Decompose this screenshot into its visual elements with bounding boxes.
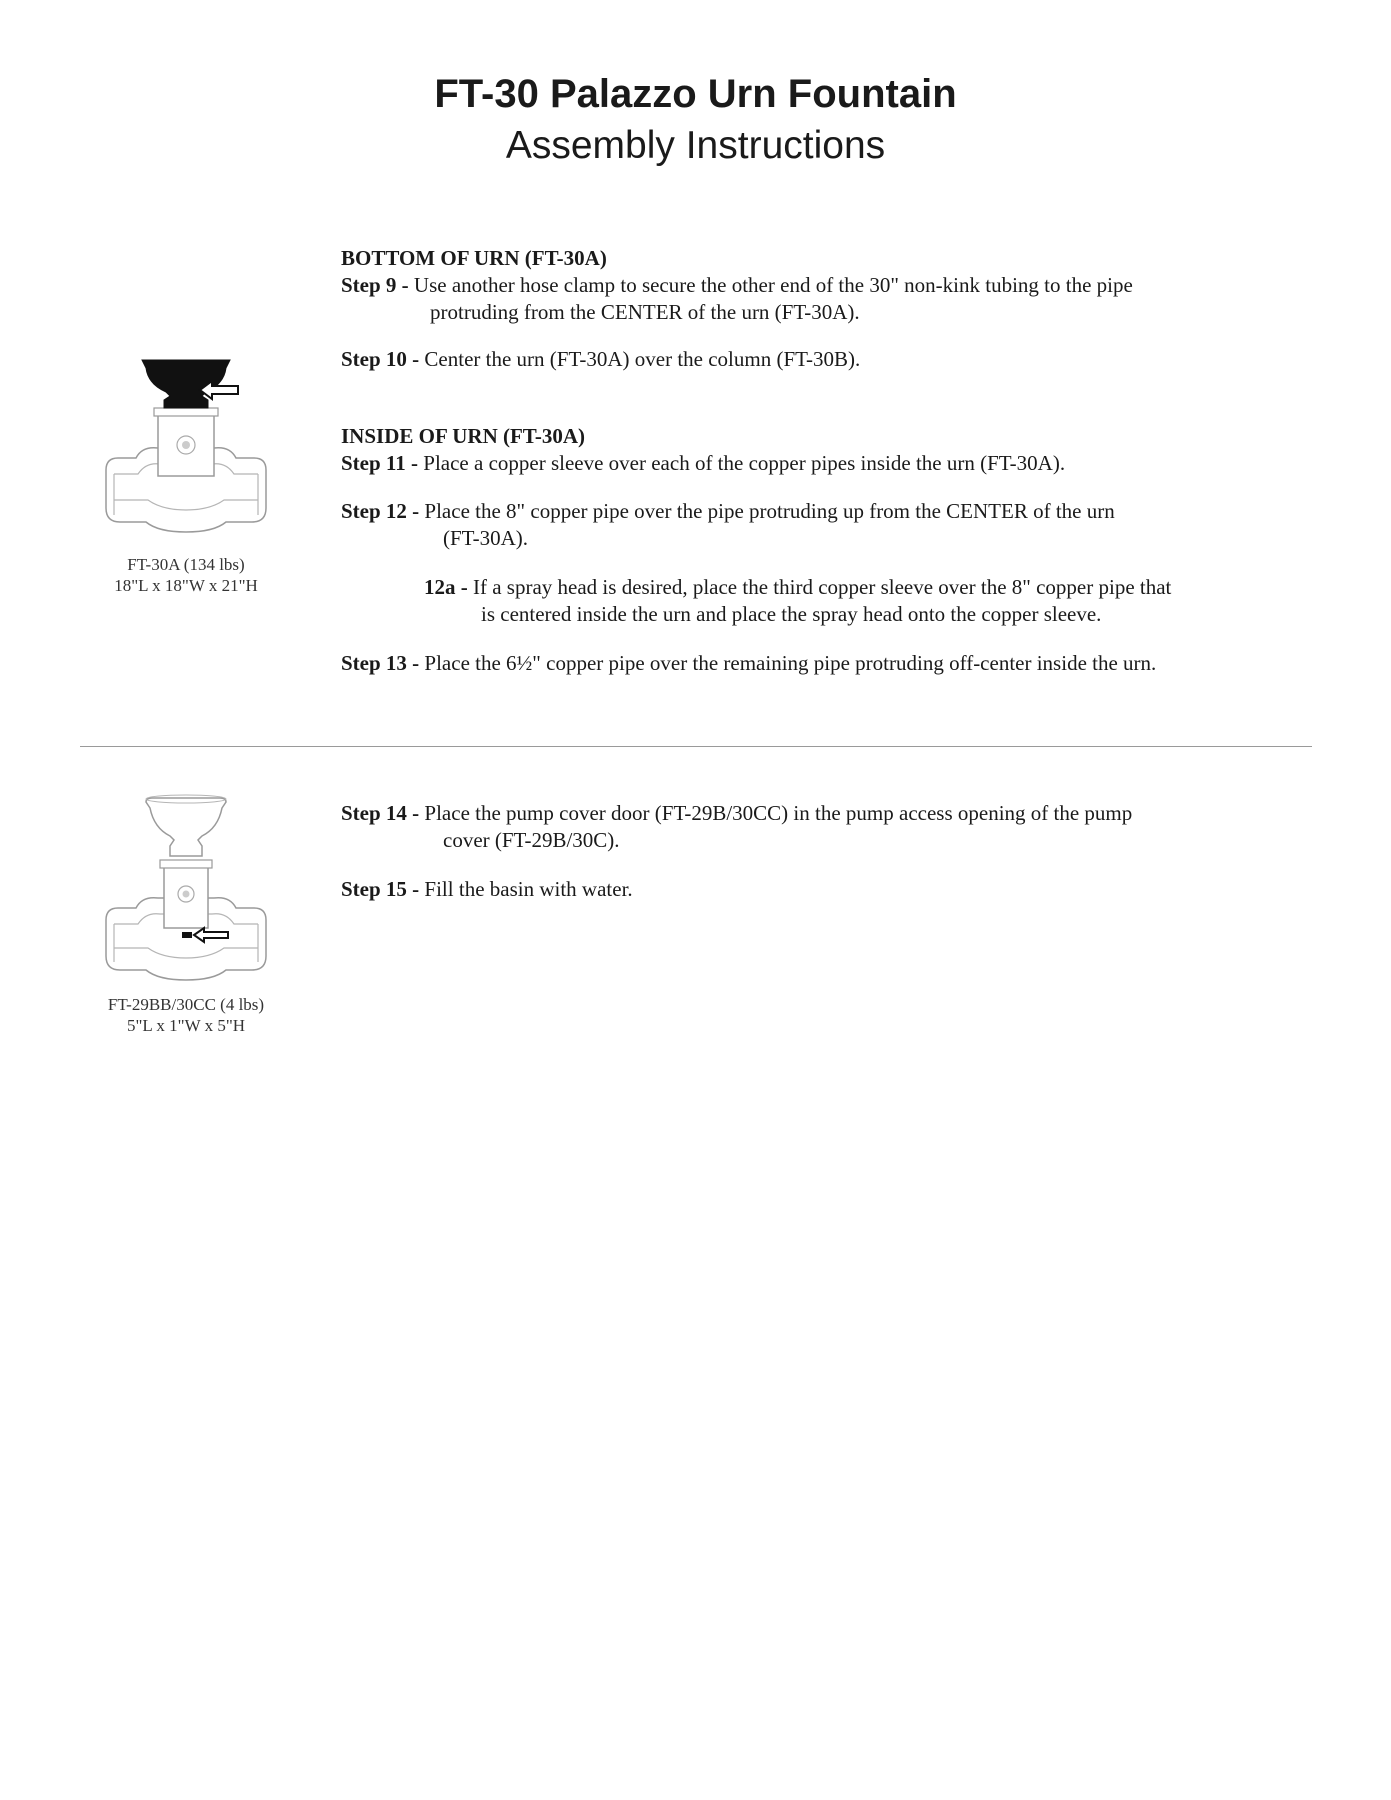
step-12a — [424, 574, 1324, 628]
step-label: Step 14 - — [341, 801, 420, 825]
step-text: Fill the basin with water. — [424, 877, 633, 901]
step-9 — [341, 272, 1301, 326]
step-label: 12a - — [424, 575, 468, 599]
step-label: Step 13 - — [341, 651, 420, 675]
step-text: Place the pump cover door (FT-29B/30CC) in the pump access opening of the pump — [424, 801, 1133, 825]
step-label: Step 10 - — [341, 347, 420, 371]
step-text-continued: is centered inside the urn and place the spray head onto the copper sleeve. — [481, 602, 1102, 626]
figure-part-weight: FT-29BB/30CC (4 lbs) — [107, 995, 265, 1014]
figure-part-dimensions: 18"L x 18"W x 21"H — [114, 576, 258, 595]
page-subtitle: Assembly Instructions — [505, 124, 886, 167]
step-11 — [341, 450, 1301, 477]
step-text: Center the urn (FT-30A) over the column (FT-30B). — [424, 347, 861, 371]
step-text: Use another hose clamp to secure the other end of the 30" non-kink tubing to the pipe — [413, 273, 1133, 297]
step-text: Place a copper sleeve over each of the copper pipes inside the urn (FT-30A). — [423, 451, 1066, 475]
step-text: Place the 8" copper pipe over the pipe protruding up from the CENTER of the urn — [424, 499, 1115, 523]
figure-part-dimensions: 5"L x 1"W x 5"H — [126, 1016, 246, 1035]
step-label: Step 9 - — [341, 273, 409, 297]
step-text-continued: cover (FT-29B/30C). — [443, 828, 620, 852]
step-label: Step 12 - — [341, 499, 420, 523]
step-12 — [341, 498, 1301, 552]
step-label: Step 15 - — [341, 877, 420, 901]
pump-door-diagram-figure — [86, 790, 286, 985]
section-heading-inside-of-urn: INSIDE OF URN (FT-30A) — [341, 424, 586, 448]
step-text-continued: (FT-30A). — [443, 526, 528, 550]
section-divider — [80, 746, 1312, 747]
figure-caption — [86, 994, 286, 1036]
step-text-continued: protruding from the CENTER of the urn (FT-30A). — [430, 300, 860, 324]
step-14 — [341, 800, 1301, 854]
step-15 — [341, 876, 1301, 903]
step-13 — [341, 650, 1351, 677]
step-text: If a spray head is desired, place the third copper sleeve over the 8" copper pipe that — [473, 575, 1172, 599]
step-text: Place the 6½" copper pipe over the remaining pipe protruding off-center inside the urn. — [424, 651, 1157, 675]
step-label: Step 11 - — [341, 451, 419, 475]
figure-part-weight: FT-30A (134 lbs) — [127, 555, 245, 574]
urn-diagram-figure — [86, 350, 286, 545]
section-heading-bottom-of-urn: BOTTOM OF URN (FT-30A) — [341, 246, 607, 270]
step-10 — [341, 346, 1301, 373]
figure-caption — [86, 554, 286, 596]
page-title: FT-30 Palazzo Urn Fountain — [434, 72, 957, 116]
